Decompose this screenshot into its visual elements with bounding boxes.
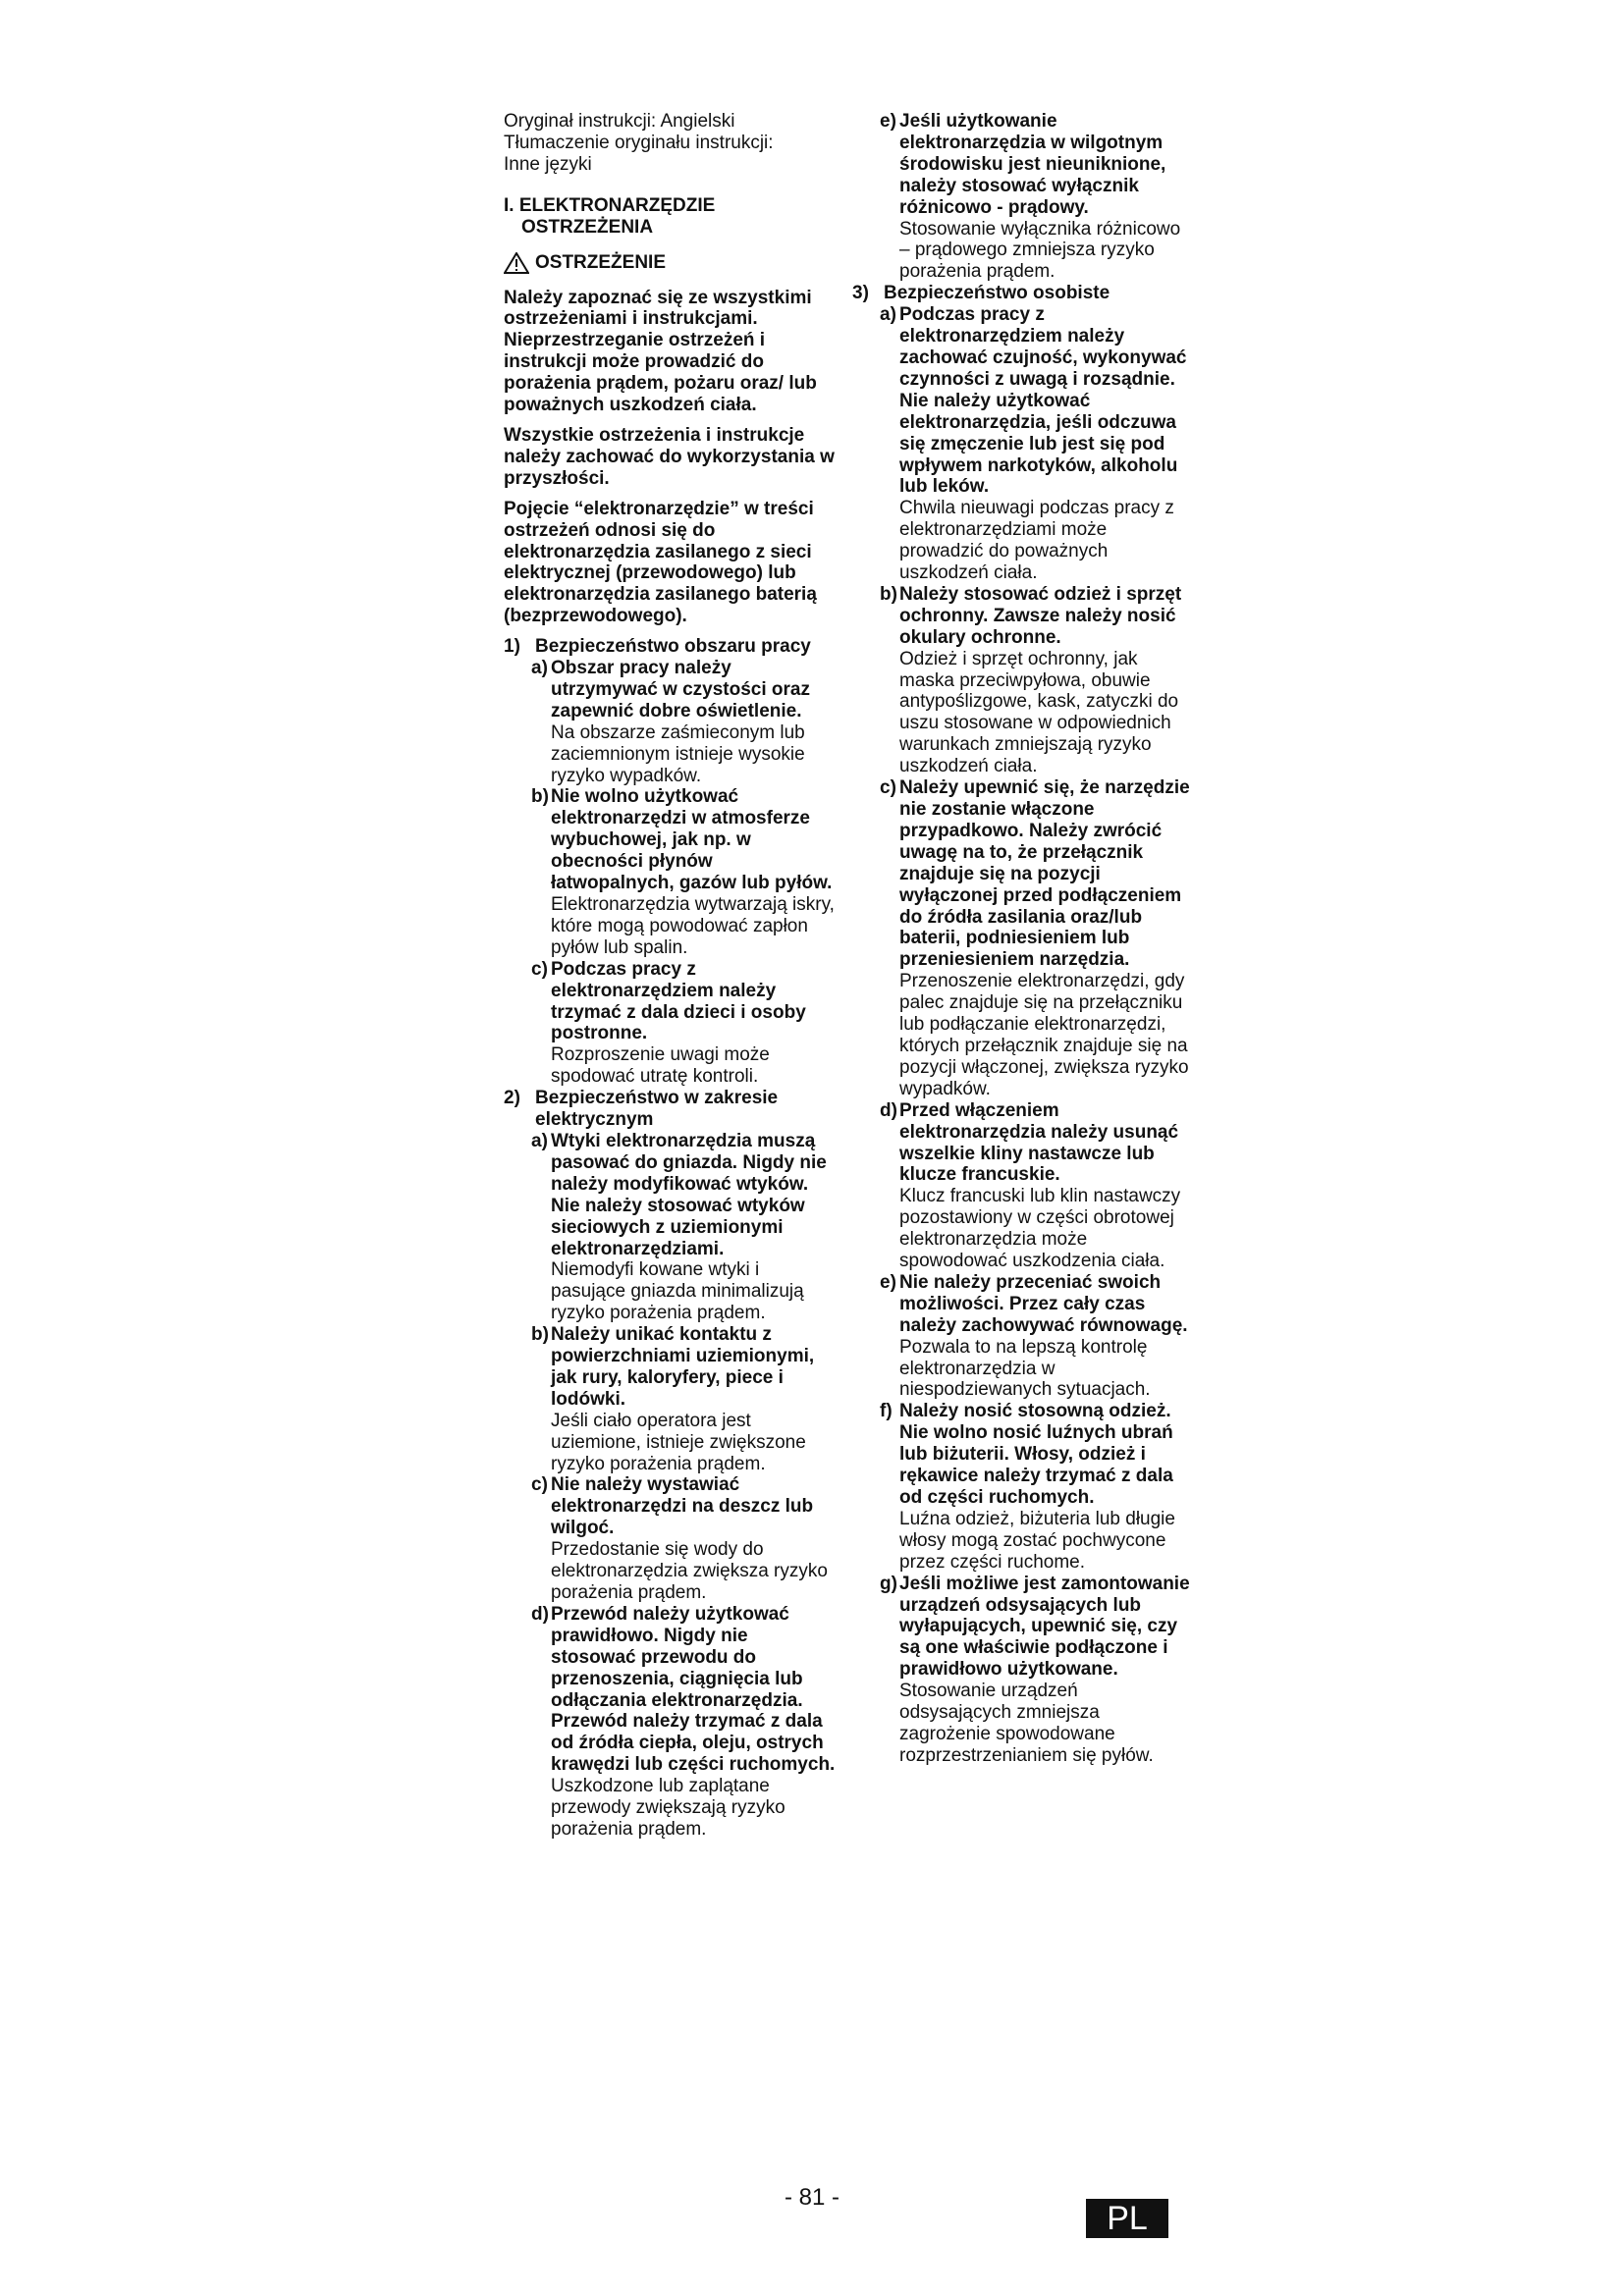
item-explanation: Elektronarzędzia wytwarzają iskry, które mogą powodować zapłon pyłów lub spalin. — [551, 894, 835, 958]
item-label: b) — [880, 583, 897, 605]
section-2-items-continued — [852, 111, 1191, 283]
item-label: c) — [531, 958, 548, 980]
intro-paragraph-3: Pojęcie “elektronarzędzie” w treści ostrzeżeń odnosi się do elektronarzędzia zasilanego z sieci elektrycznej (przewodowego) lub elektronarzędzia zasilanego baterią (bezprzewodowego). — [504, 498, 817, 627]
section-2-number: 2) — [504, 1088, 520, 1109]
right-column — [852, 111, 1191, 1767]
item-bold: Podczas pracy z elektronarzędziem należy zachować czujność, wykonywać czynności z uwagą i rozsądnie. Nie należy użytkować elektronarzędzia, jeśli odczuwa się zmęczenie lub jest się pod wpływem narkotyków, alkoholu lub leków. — [899, 304, 1187, 498]
item-bold: Nie należy wystawiać elektronarzędzi na deszcz lub wilgoć. — [551, 1474, 814, 1539]
item-label: d) — [531, 1603, 549, 1625]
warning-label: OSTRZEŻENIE — [535, 251, 667, 273]
item-explanation: Rozproszenie uwagi może spodować utratę kontroli. — [551, 1044, 770, 1088]
list-item — [880, 584, 1191, 777]
item-explanation: Stosowanie urządzeń odsysających zmniejsza zagrożenie spowodowane rozprzestrzenianiem się pyłów. — [899, 1681, 1154, 1766]
item-label: g) — [880, 1573, 897, 1594]
item-bold: Jeśli użytkowanie elektronarzędzia w wilgotnym środowisku jest nieuniknione, należy stosować wyłącznik różnicowo - prądowy. — [899, 111, 1166, 218]
list-item — [880, 1272, 1191, 1401]
item-bold: Należy upewnić się, że narzędzie nie zostanie włączone przypadkowo. Należy zwrócić uwagę na to, że przełącznik znajduje się na pozycji wyłączonej przed podłączeniem do źródła zasilania oraz/lub baterii, podniesieniem lub przeniesieniem narzędzia. — [899, 777, 1190, 971]
item-bold: Nie wolno użytkować elektronarzędzi w atmosferze wybuchowej, jak np. w obecności płynów łatwopalnych, gazów lub pyłów. — [551, 786, 833, 894]
warning-triangle-icon — [504, 252, 529, 274]
intro-paragraph-2: Wszystkie ostrzeżenia i instrukcje należy zachować do wykorzystania w przyszłości. — [504, 424, 835, 489]
item-label: f) — [880, 1401, 893, 1422]
item-label: a) — [531, 658, 548, 679]
section-2-header — [504, 1088, 838, 1131]
item-label: b) — [531, 1324, 549, 1346]
section-1-title: Bezpieczeństwo obszaru pracy — [535, 636, 811, 658]
item-explanation: Luźna odzież, biżuteria lub długie włosy mogą zostać pochwycone przez części ruchome. — [899, 1508, 1175, 1573]
item-explanation: Pozwala to na lepszą kontrolę elektronarzędzia w niespodziewanych sytuacjach. — [899, 1336, 1151, 1401]
section-3-items — [852, 304, 1191, 1767]
list-item — [531, 1604, 838, 1841]
warning-header — [504, 252, 838, 274]
list-item — [880, 1100, 1191, 1272]
item-explanation: Na obszarze zaśmieconym lub zaciemnionym istnieje wysokie ryzyko wypadków. — [551, 721, 805, 786]
translation-note-line2: Inne języki — [504, 153, 592, 175]
section-1-number: 1) — [504, 636, 520, 658]
item-bold: Należy nosić stosowną odzież. Nie wolno nosić luźnych ubrań lub biżuterii. Włosy, odzież i rękawice należy trzymać z dala od części ruchomych. — [899, 1401, 1173, 1508]
item-label: b) — [531, 786, 549, 808]
list-item — [880, 1574, 1191, 1767]
item-explanation: Uszkodzone lub zaplątane przewody zwiększają ryzyko porażenia prądem. — [551, 1776, 785, 1840]
item-explanation: Chwila nieuwagi podczas pracy z elektronarzędziami może prowadzić do poważnych uszkodzeń ciała. — [899, 498, 1174, 584]
item-label: e) — [880, 111, 896, 132]
item-explanation: Stosowanie wyłącznika różnicowo – prądowego zmniejsza ryzyko porażenia prądem. — [899, 218, 1181, 283]
list-item — [880, 1401, 1191, 1573]
language-badge: PL — [1086, 2199, 1168, 2238]
item-bold: Podczas pracy z elektronarzędziem należy trzymać z dala dzieci i osoby postronne. — [551, 958, 806, 1044]
list-item — [531, 1324, 838, 1474]
list-item — [531, 658, 838, 786]
item-label: a) — [880, 304, 896, 326]
section-heading-line1: I. ELEKTRONARZĘDZIE — [504, 194, 716, 216]
section-3-title: Bezpieczeństwo osobiste — [884, 283, 1110, 304]
translation-note-line1: Tłumaczenie oryginału instrukcji: — [504, 132, 774, 153]
item-label: c) — [880, 777, 896, 799]
list-item — [531, 1131, 838, 1324]
page-number: - 81 - — [784, 2184, 839, 2211]
item-explanation: Przenoszenie elektronarzędzi, gdy palec znajduje się na przełączniku lub podłączanie elektronarzędzi, których przełącznik znajduje się na pozycji włączonej, zwiększa ryzyko wypadków. — [899, 971, 1189, 1099]
item-label: c) — [531, 1474, 548, 1496]
list-item — [531, 1474, 838, 1603]
section-heading-line2: OSTRZEŻENIA — [521, 216, 654, 238]
list-item — [531, 786, 838, 958]
item-bold: Nie należy przeceniać swoich możliwości. Przez cały czas należy zachowywać równowagę. — [899, 1271, 1188, 1336]
section-2-title: Bezpieczeństwo w zakresie elektrycznym — [535, 1088, 779, 1131]
item-bold: Należy stosować odzież i sprzęt ochronny. Zawsze należy nosić okulary ochronne. — [899, 583, 1182, 648]
item-explanation: Jeśli ciało operatora jest uziemione, istnieje zwiększone ryzyko porażenia prądem. — [551, 1410, 806, 1474]
item-label: a) — [531, 1130, 548, 1151]
list-item — [880, 304, 1191, 584]
item-bold: Jeśli możliwe jest zamontowanie urządzeń odsysających lub wyłapujących, upewnić się, czy są one właściwie podłączone i prawidłowo użytkowane. — [899, 1573, 1190, 1681]
section-1-items — [504, 658, 838, 1088]
item-bold: Obszar pracy należy utrzymywać w czystości oraz zapewnić dobre oświetlenie. — [551, 658, 810, 721]
item-label: e) — [880, 1271, 896, 1293]
item-explanation: Odzież i sprzęt ochronny, jak maska przeciwpyłowa, obuwie antypoślizgowe, kask, zatyczki do uszu stosowane w odpowiednich warunkach zmniejszają ryzyko uszkodzeń ciała. — [899, 648, 1179, 777]
section-1-header — [504, 636, 838, 658]
item-explanation: Niemodyfi kowane wtyki i pasujące gniazda minimalizują ryzyko porażenia prądem. — [551, 1259, 804, 1324]
item-bold: Przed włączeniem elektronarzędzia należy usunąć wszelkie kliny nastawcze lub klucze francuskie. — [899, 1099, 1179, 1186]
intro-paragraph-1: Należy zapoznać się ze wszystkimi ostrzeżeniami i instrukcjami. Nieprzestrzeganie ostrzeżeń i instrukcji może prowadzić do porażenia prądem, pożaru oraz/ lub poważnych uszkodzeń ciała. — [504, 287, 817, 416]
item-explanation: Klucz francuski lub klin nastawczy pozostawiony w części obrotowej elektronarzędzia może spowodować uszkodzenia ciała. — [899, 1186, 1181, 1272]
list-item — [880, 111, 1191, 283]
item-label: d) — [880, 1099, 897, 1121]
section-2-items — [504, 1131, 838, 1841]
item-bold: Przewód należy użytkować prawidłowo. Nigdy nie stosować przewodu do przenoszenia, ciągnięcia lub odłączania elektronarzędzia. Przewód należy trzymać z dala od źródła ciepła, oleju, ostrych krawędzi lub części ruchomych. — [551, 1603, 836, 1776]
list-item — [531, 959, 838, 1088]
item-explanation: Przedostanie się wody do elektronarzędzia zwiększa ryzyko porażenia prądem. — [551, 1539, 828, 1603]
original-lang-note: Oryginał instrukcji: Angielski — [504, 111, 735, 132]
item-bold: Wtyki elektronarzędzia muszą pasować do gniazda. Nigdy nie należy modyfikować wtyków. Nie należy stosować wtyków sieciowych z uziemionymi elektronarzędziami. — [551, 1130, 827, 1259]
left-column — [504, 111, 838, 1841]
item-bold: Należy unikać kontaktu z powierzchniami uziemionymi, jak rury, kaloryfery, piece i lodówki. — [551, 1324, 815, 1410]
section-3-number: 3) — [852, 283, 869, 304]
section-3-header — [852, 283, 1191, 304]
list-item — [880, 777, 1191, 1100]
